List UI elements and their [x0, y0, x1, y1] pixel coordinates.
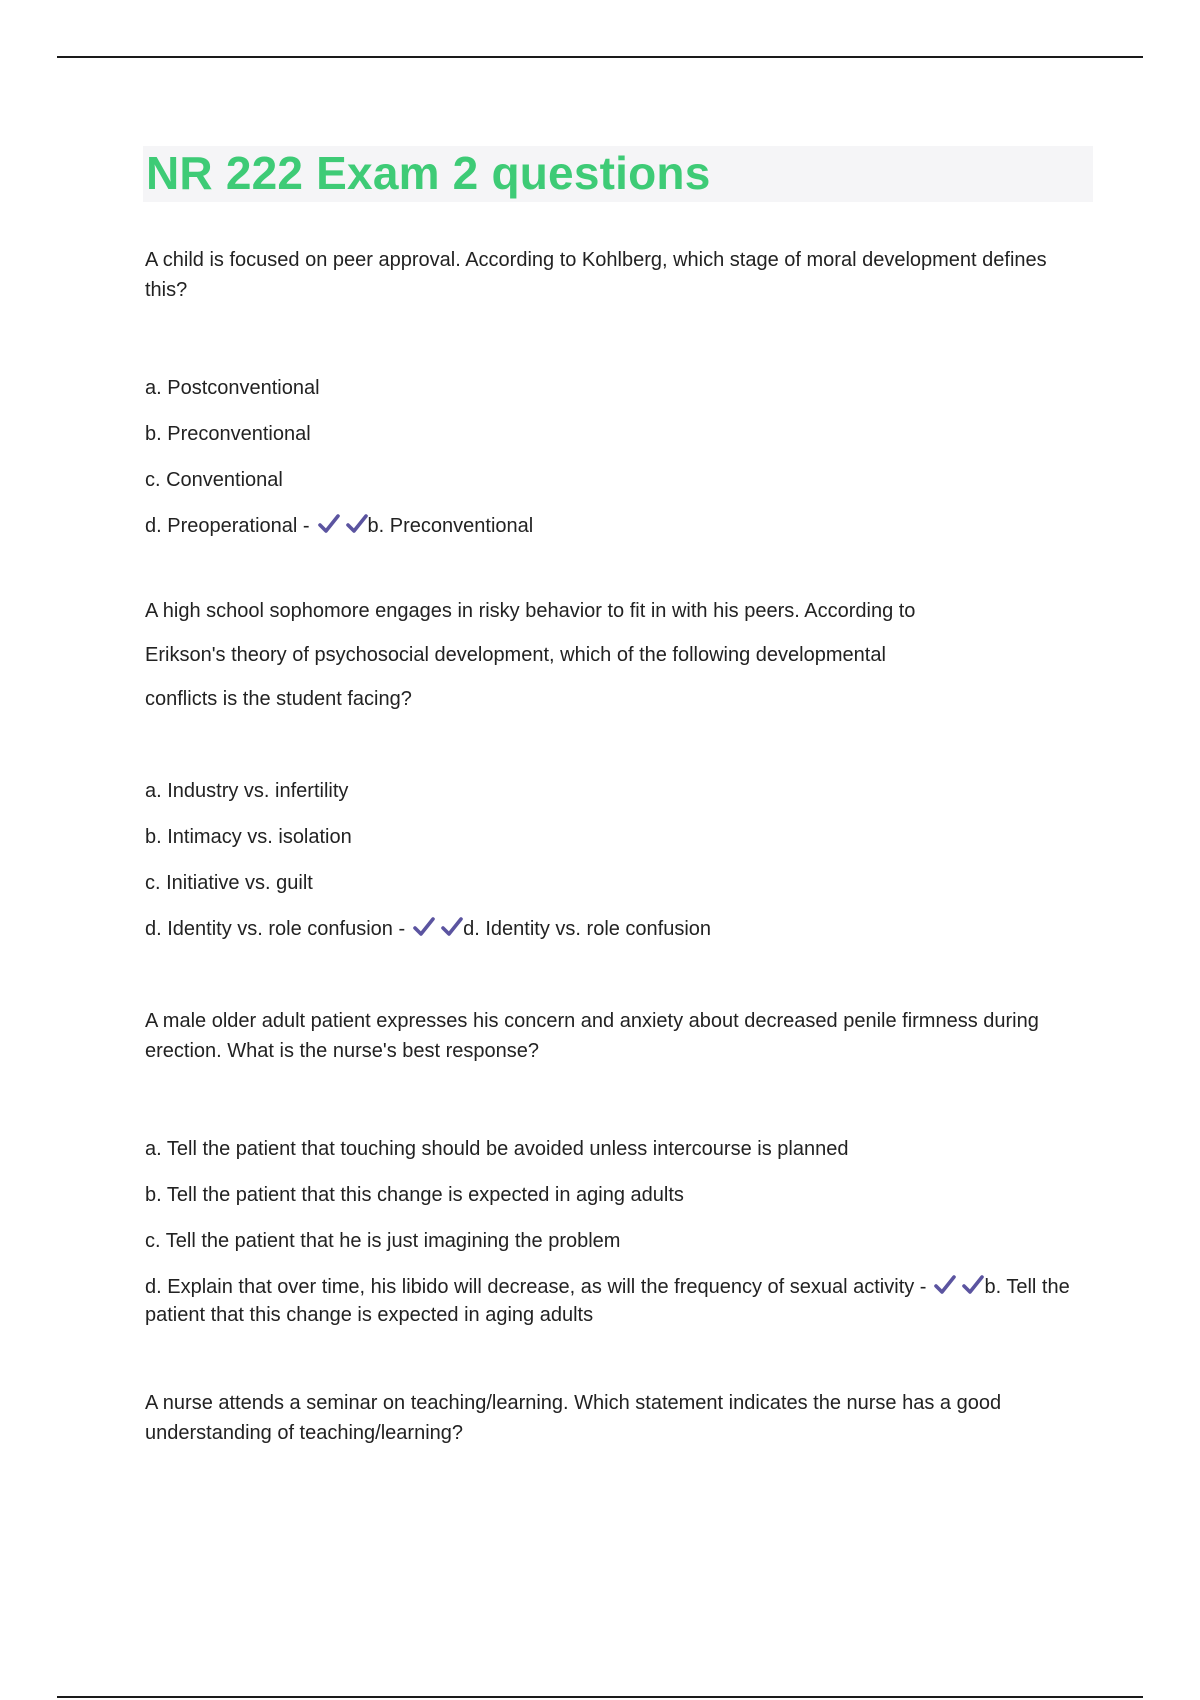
option-d-text: d. Identity vs. role confusion -	[145, 918, 406, 940]
checkmark-icon	[441, 916, 463, 938]
checkmark-icon	[962, 1274, 984, 1296]
checkmark-icon	[318, 513, 340, 535]
option-d	[145, 1264, 1085, 1329]
checkmark-icon	[413, 916, 435, 938]
question-text: A male older adult patient expresses his concern and anxiety about decreased penile firmness during erection. What is the nurse's best response?	[145, 1010, 1039, 1062]
option-d-text: d. Preoperational -	[145, 515, 310, 537]
question-4	[145, 1388, 1085, 1448]
answer-text: d. Identity vs. role confusion	[463, 918, 712, 940]
option-b: b. Tell the patient that this change is expected in aging adults	[145, 1184, 684, 1206]
page-title: NR 222 Exam 2 questions	[146, 147, 711, 199]
option-a: a. Industry vs. infertility	[145, 780, 349, 802]
option-a: a. Postconventional	[145, 377, 320, 399]
option-a: a. Tell the patient that touching should be avoided unless intercourse is planned	[145, 1138, 849, 1160]
option-c: c. Tell the patient that he is just imagining the problem	[145, 1230, 621, 1252]
answer-text: b. Preconventional	[367, 515, 534, 537]
question-2	[145, 589, 1085, 952]
option-b: b. Preconventional	[145, 423, 311, 445]
option-c: c. Conventional	[145, 469, 283, 491]
checkmark-icon	[346, 513, 368, 535]
option-b: b. Intimacy vs. isolation	[145, 826, 352, 848]
answer-text: b. Tell the patient that this change is expected in aging adults	[145, 1276, 1070, 1326]
question-text: A child is focused on peer approval. According to Kohlberg, which stage of moral development defines this?	[145, 249, 1047, 301]
question-text-line-1: A high school sophomore engages in risky behavior to fit in with his peers. According to	[145, 600, 916, 622]
option-d	[145, 906, 1085, 952]
question-text-line-2: Erikson's theory of psychosocial development, which of the following developmental	[145, 644, 886, 666]
question-3	[145, 1006, 1085, 1329]
option-c: c. Initiative vs. guilt	[145, 872, 313, 894]
option-d	[145, 503, 1085, 549]
bottom-rule	[57, 1696, 1143, 1698]
question-text-line-3: conflicts is the student facing?	[145, 688, 412, 710]
question-1	[145, 245, 1085, 549]
top-rule	[57, 56, 1143, 58]
question-text: A nurse attends a seminar on teaching/learning. Which statement indicates the nurse has a good understanding of teaching/learning?	[145, 1392, 1002, 1444]
checkmark-icon	[934, 1274, 956, 1296]
option-d-text: d. Explain that over time, his libido will decrease, as will the frequency of sexual activity -	[145, 1276, 927, 1298]
